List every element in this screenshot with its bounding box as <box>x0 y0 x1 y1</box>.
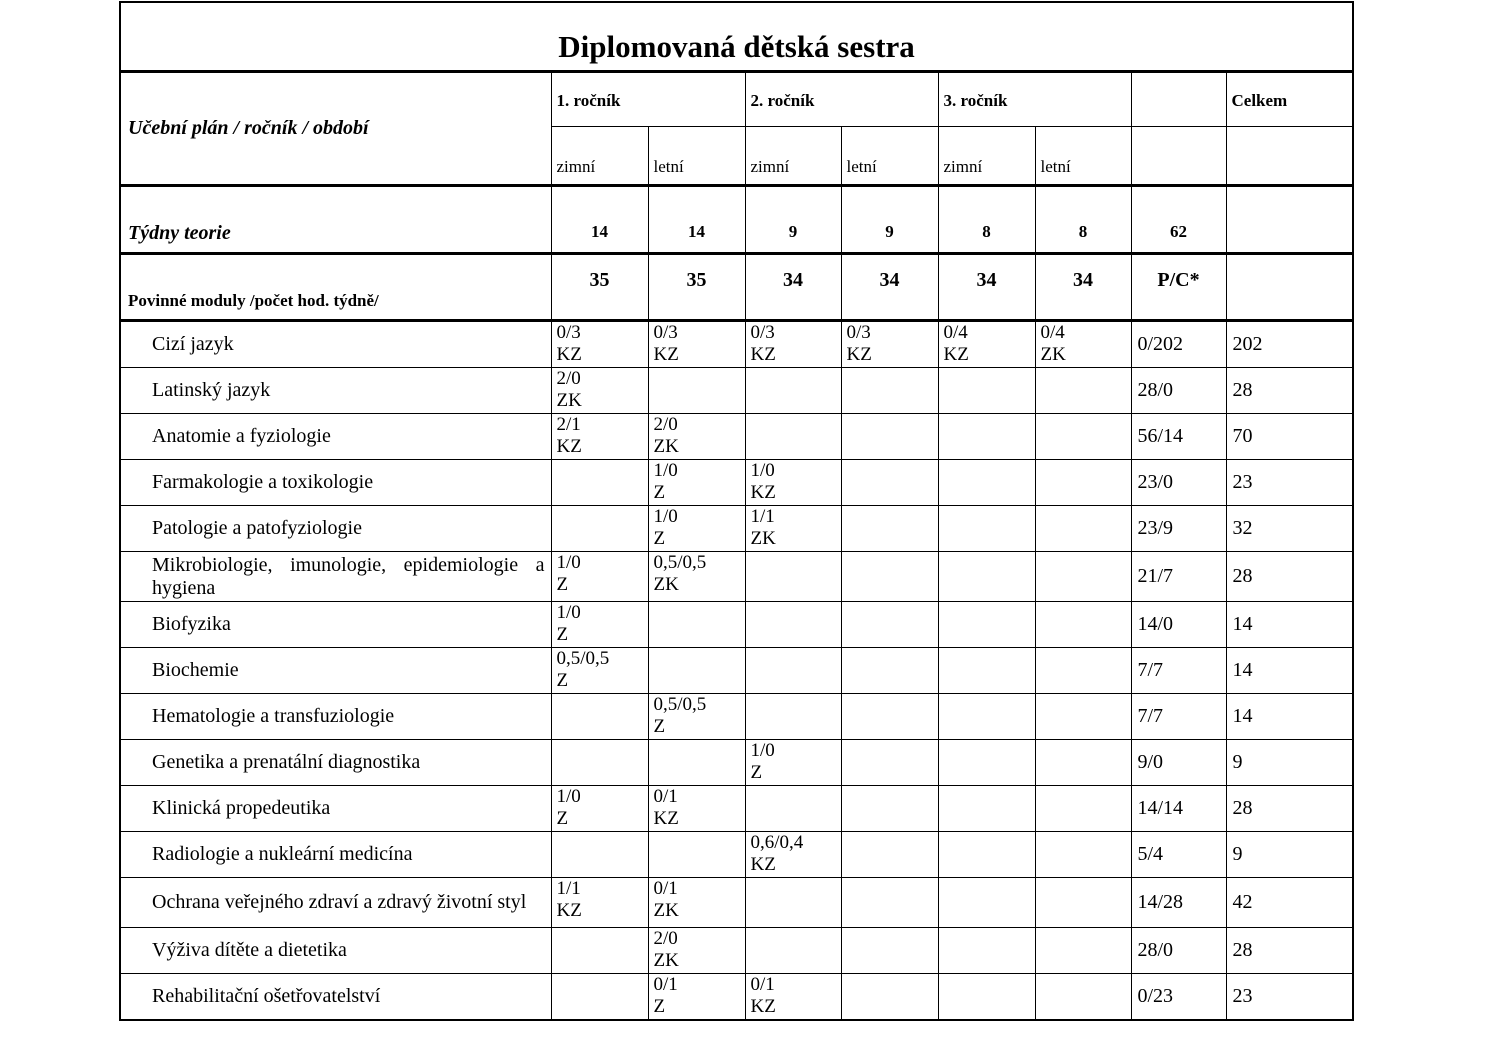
semester-cell <box>551 368 648 414</box>
semester-cell <box>938 832 1035 878</box>
semester-cell <box>551 414 648 460</box>
exam-type: Z <box>556 624 569 645</box>
module-row <box>120 786 1353 832</box>
module-name: Latinský jazyk <box>120 368 551 414</box>
semester-cell <box>745 648 841 694</box>
module-row <box>120 648 1353 694</box>
module-pc: 14/14 <box>1131 786 1226 832</box>
exam-type: KZ <box>846 344 872 365</box>
module-pc: 14/0 <box>1131 602 1226 648</box>
theory-weeks-value: 14 <box>648 186 745 254</box>
semester-cell <box>648 648 745 694</box>
semester-cell <box>745 602 841 648</box>
weekly-hours-label: Povinné moduly /počet hod. týdně/ <box>120 254 551 321</box>
exam-type: KZ <box>653 344 679 365</box>
module-total: 42 <box>1226 878 1353 928</box>
semester-cell <box>551 321 648 368</box>
year-3-header: 3. ročník <box>938 72 1131 127</box>
hours-ratio: 1/0 <box>750 740 775 761</box>
exam-type: ZK <box>750 528 776 549</box>
module-name: Genetika a prenatální diagnostika <box>120 740 551 786</box>
module-total: 23 <box>1226 974 1353 1021</box>
module-name: Cizí jazyk <box>120 321 551 368</box>
exam-type: ZK <box>653 900 679 921</box>
semester-cell <box>841 414 938 460</box>
module-total: 14 <box>1226 602 1353 648</box>
weekly-hours-value: 34 <box>1035 254 1131 321</box>
pc-header-empty <box>1131 72 1226 127</box>
document-title: Diplomovaná dětská sestra <box>558 28 915 64</box>
semester-cell <box>938 552 1035 602</box>
semester-cell <box>1035 506 1131 552</box>
module-total: 70 <box>1226 414 1353 460</box>
semester-cell <box>938 368 1035 414</box>
weekly-hours-row <box>120 254 1353 321</box>
semester-cell <box>551 878 648 928</box>
semester-cell <box>1035 832 1131 878</box>
weekly-hours-empty <box>1226 254 1353 321</box>
module-pc: 14/28 <box>1131 878 1226 928</box>
hours-ratio: 0,5/0,5 <box>653 694 707 715</box>
semester-cell <box>551 602 648 648</box>
pc-label: P/C* <box>1131 254 1226 321</box>
hours-ratio: 2/0 <box>556 368 581 389</box>
module-total: 9 <box>1226 832 1353 878</box>
semester-header: zimní <box>938 127 1035 186</box>
exam-type: ZK <box>556 390 582 411</box>
semester-cell <box>938 414 1035 460</box>
module-total: 9 <box>1226 740 1353 786</box>
semester-cell <box>841 974 938 1021</box>
exam-type: KZ <box>750 854 776 875</box>
exam-type: Z <box>653 716 666 737</box>
hours-ratio: 0/4 <box>943 322 968 343</box>
module-pc: 23/9 <box>1131 506 1226 552</box>
theory-weeks-label: Týdny teorie <box>120 186 551 254</box>
semester-cell <box>1035 460 1131 506</box>
semester-cell <box>551 506 648 552</box>
study-plan-table <box>119 1 1354 1021</box>
year-2-header: 2. ročník <box>745 72 938 127</box>
semester-cell <box>551 552 648 602</box>
semester-header: letní <box>841 127 938 186</box>
title-row <box>120 2 1353 72</box>
theory-weeks-total: 62 <box>1131 186 1226 254</box>
theory-weeks-row <box>120 186 1353 254</box>
hours-ratio: 1/0 <box>556 552 581 573</box>
semester-cell <box>938 928 1035 974</box>
module-row <box>120 552 1353 602</box>
exam-type: Z <box>556 670 569 691</box>
module-name: Výživa dítěte a dietetika <box>120 928 551 974</box>
semester-cell <box>1035 552 1131 602</box>
semester-cell <box>841 321 938 368</box>
weekly-hours-value: 35 <box>648 254 745 321</box>
semester-cell <box>648 506 745 552</box>
module-pc: 9/0 <box>1131 740 1226 786</box>
hours-ratio: 0/1 <box>653 786 678 807</box>
semester-cell <box>648 928 745 974</box>
hours-ratio: 0/3 <box>653 322 678 343</box>
semester-cell <box>648 974 745 1021</box>
module-row <box>120 974 1353 1021</box>
total-header: Celkem <box>1226 72 1353 127</box>
module-pc: 56/14 <box>1131 414 1226 460</box>
semester-cell <box>841 740 938 786</box>
semester-cell <box>841 552 938 602</box>
semester-cell <box>1035 928 1131 974</box>
semester-cell <box>551 832 648 878</box>
semester-cell <box>648 878 745 928</box>
weekly-hours-value: 34 <box>745 254 841 321</box>
semester-cell <box>938 974 1035 1021</box>
exam-type: Z <box>556 808 569 829</box>
module-row <box>120 694 1353 740</box>
semester-cell <box>745 974 841 1021</box>
module-pc: 0/23 <box>1131 974 1226 1021</box>
semester-cell <box>551 928 648 974</box>
module-name: Klinická propedeutika <box>120 786 551 832</box>
module-row <box>120 602 1353 648</box>
hours-ratio: 0/1 <box>653 878 678 899</box>
hours-ratio: 0/4 <box>1040 322 1065 343</box>
year-header-row <box>120 72 1353 127</box>
semester-cell <box>745 786 841 832</box>
theory-weeks-empty <box>1226 186 1353 254</box>
semester-cell <box>648 321 745 368</box>
hours-ratio: 1/1 <box>750 506 775 527</box>
module-pc: 7/7 <box>1131 648 1226 694</box>
module-name: Rehabilitační ošetřovatelství <box>120 974 551 1021</box>
module-row <box>120 321 1353 368</box>
module-row <box>120 460 1353 506</box>
semester-cell <box>745 832 841 878</box>
exam-type: KZ <box>750 482 776 503</box>
semester-cell <box>1035 321 1131 368</box>
semester-cell <box>648 832 745 878</box>
module-pc: 23/0 <box>1131 460 1226 506</box>
exam-type: Z <box>653 996 666 1017</box>
module-row <box>120 368 1353 414</box>
hours-ratio: 0/1 <box>653 974 678 995</box>
semester-header: letní <box>648 127 745 186</box>
semester-cell <box>551 694 648 740</box>
semester-cell <box>1035 974 1131 1021</box>
module-pc: 5/4 <box>1131 832 1226 878</box>
semester-cell <box>938 648 1035 694</box>
semester-cell <box>648 694 745 740</box>
module-total: 202 <box>1226 321 1353 368</box>
semester-cell <box>841 832 938 878</box>
title-cell <box>120 2 1353 72</box>
hours-ratio: 1/0 <box>750 460 775 481</box>
theory-weeks-value: 8 <box>938 186 1035 254</box>
module-total: 32 <box>1226 506 1353 552</box>
module-total: 23 <box>1226 460 1353 506</box>
semester-cell <box>745 928 841 974</box>
exam-type: KZ <box>943 344 969 365</box>
semester-cell <box>1035 648 1131 694</box>
module-pc: 28/0 <box>1131 368 1226 414</box>
module-row <box>120 414 1353 460</box>
semester-cell <box>745 740 841 786</box>
module-row <box>120 740 1353 786</box>
semester-cell <box>938 786 1035 832</box>
semester-cell <box>841 928 938 974</box>
semester-cell <box>938 321 1035 368</box>
semester-cell <box>648 740 745 786</box>
hours-ratio: 2/0 <box>653 928 678 949</box>
theory-weeks-value: 9 <box>745 186 841 254</box>
module-total: 28 <box>1226 552 1353 602</box>
semester-cell <box>1035 414 1131 460</box>
semester-cell <box>648 460 745 506</box>
semester-cell <box>938 740 1035 786</box>
semester-cell <box>745 321 841 368</box>
module-total: 28 <box>1226 928 1353 974</box>
module-pc: 21/7 <box>1131 552 1226 602</box>
semester-cell <box>1035 740 1131 786</box>
plan-label: Učební plán / ročník / období <box>120 72 551 186</box>
hours-ratio: 0,5/0,5 <box>653 552 707 573</box>
semester-cell <box>648 414 745 460</box>
module-name: Farmakologie a toxikologie <box>120 460 551 506</box>
semester-cell <box>745 878 841 928</box>
module-name: Patologie a patofyziologie <box>120 506 551 552</box>
semester-cell <box>841 786 938 832</box>
hours-ratio: 0/3 <box>846 322 871 343</box>
module-pc: 0/202 <box>1131 321 1226 368</box>
module-total: 14 <box>1226 648 1353 694</box>
hours-ratio: 0/3 <box>556 322 581 343</box>
module-pc: 7/7 <box>1131 694 1226 740</box>
module-row <box>120 878 1353 928</box>
module-name: Biochemie <box>120 648 551 694</box>
semester-cell <box>841 506 938 552</box>
exam-type: ZK <box>653 436 679 457</box>
hours-ratio: 1/1 <box>556 878 581 899</box>
module-total: 28 <box>1226 368 1353 414</box>
semester-header: zimní <box>551 127 648 186</box>
semester-cell <box>551 974 648 1021</box>
hours-ratio: 0/3 <box>750 322 775 343</box>
weekly-hours-value: 35 <box>551 254 648 321</box>
exam-type: KZ <box>556 900 582 921</box>
theory-weeks-value: 9 <box>841 186 938 254</box>
semester-cell <box>551 648 648 694</box>
semester-cell <box>551 460 648 506</box>
semester-cell <box>551 786 648 832</box>
exam-type: ZK <box>653 574 679 595</box>
hours-ratio: 2/1 <box>556 414 581 435</box>
exam-type: ZK <box>1040 344 1066 365</box>
semester-cell <box>1035 368 1131 414</box>
semester-cell <box>1035 786 1131 832</box>
weekly-hours-value: 34 <box>938 254 1035 321</box>
module-total: 28 <box>1226 786 1353 832</box>
module-total: 14 <box>1226 694 1353 740</box>
module-name: Mikrobiologie, imunologie, epidemiologie a hygiena <box>120 552 551 602</box>
semester-cell <box>938 506 1035 552</box>
module-row <box>120 928 1353 974</box>
module-name: Radiologie a nukleární medicína <box>120 832 551 878</box>
semester-cell <box>841 694 938 740</box>
module-row <box>120 832 1353 878</box>
hours-ratio: 1/0 <box>653 506 678 527</box>
semester-cell <box>551 740 648 786</box>
semester-header: zimní <box>745 127 841 186</box>
exam-type: Z <box>556 574 569 595</box>
semester-cell <box>648 368 745 414</box>
semester-cell <box>841 368 938 414</box>
semester-cell <box>1035 694 1131 740</box>
semester-cell <box>938 602 1035 648</box>
module-name: Hematologie a transfuziologie <box>120 694 551 740</box>
semester-cell <box>648 786 745 832</box>
hours-ratio: 0/1 <box>750 974 775 995</box>
year-1-header: 1. ročník <box>551 72 745 127</box>
exam-type: KZ <box>556 436 582 457</box>
semester-cell <box>745 368 841 414</box>
module-name: Anatomie a fyziologie <box>120 414 551 460</box>
semester-cell <box>841 602 938 648</box>
semester-header: letní <box>1035 127 1131 186</box>
module-name: Biofyzika <box>120 602 551 648</box>
hours-ratio: 1/0 <box>556 786 581 807</box>
semester-header-empty <box>1226 127 1353 186</box>
semester-cell <box>745 694 841 740</box>
exam-type: ZK <box>653 950 679 971</box>
exam-type: KZ <box>750 996 776 1017</box>
semester-cell <box>1035 602 1131 648</box>
semester-header-empty <box>1131 127 1226 186</box>
weekly-hours-value: 34 <box>841 254 938 321</box>
exam-type: KZ <box>556 344 582 365</box>
exam-type: KZ <box>750 344 776 365</box>
semester-cell <box>841 460 938 506</box>
hours-ratio: 0,6/0,4 <box>750 832 804 853</box>
hours-ratio: 1/0 <box>556 602 581 623</box>
semester-cell <box>745 414 841 460</box>
theory-weeks-value: 8 <box>1035 186 1131 254</box>
semester-cell <box>745 506 841 552</box>
semester-cell <box>745 552 841 602</box>
hours-ratio: 2/0 <box>653 414 678 435</box>
hours-ratio: 1/0 <box>653 460 678 481</box>
semester-cell <box>938 460 1035 506</box>
exam-type: Z <box>653 482 666 503</box>
exam-type: Z <box>750 762 763 783</box>
semester-cell <box>938 694 1035 740</box>
theory-weeks-value: 14 <box>551 186 648 254</box>
semester-cell <box>745 460 841 506</box>
module-name: Ochrana veřejného zdraví a zdravý životní styl <box>120 878 551 928</box>
module-pc: 28/0 <box>1131 928 1226 974</box>
exam-type: KZ <box>653 808 679 829</box>
semester-cell <box>648 602 745 648</box>
semester-cell <box>938 878 1035 928</box>
hours-ratio: 0,5/0,5 <box>556 648 610 669</box>
semester-cell <box>1035 878 1131 928</box>
semester-cell <box>841 648 938 694</box>
semester-cell <box>648 552 745 602</box>
module-row <box>120 506 1353 552</box>
semester-cell <box>841 878 938 928</box>
exam-type: Z <box>653 528 666 549</box>
